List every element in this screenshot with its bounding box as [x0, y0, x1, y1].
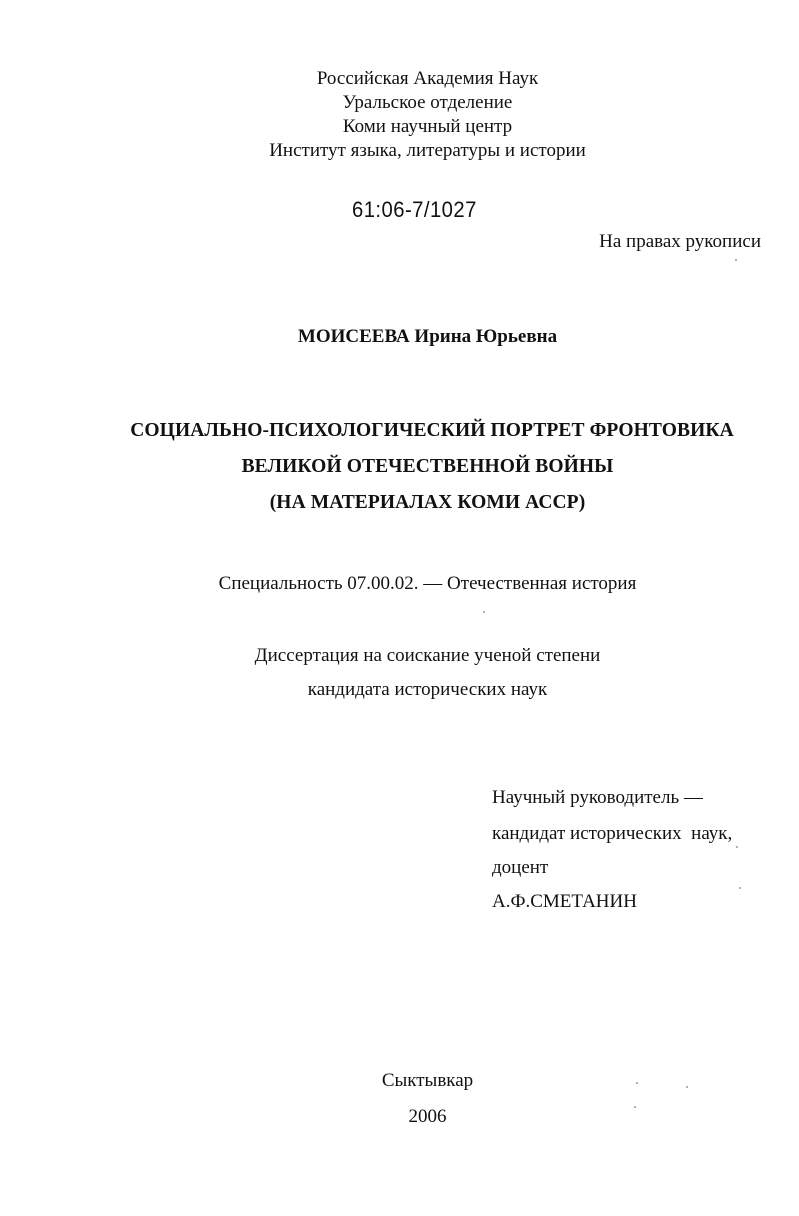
institution-line-2: Уральское отделение	[342, 92, 513, 113]
scan-speck	[739, 887, 741, 889]
thesis-title-line-2: ВЕЛИКОЙ ОТЕЧЕСТВЕННОЙ ВОЙНЫ	[241, 456, 614, 477]
institution-line-1: Российская Академия Наук	[316, 68, 539, 89]
thesis-title-line-1: СОЦИАЛЬНО-ПСИХОЛОГИЧЕСКИЙ ПОРТРЕТ ФРОНТОВИКА	[130, 420, 734, 441]
institution-line-4: Институт языка, литературы и истории	[269, 140, 586, 161]
specialty-line: Специальность 07.00.02. — Отечественная история	[218, 573, 637, 594]
scan-speck	[483, 611, 485, 613]
degree-line-1: Диссертация на соискание ученой степени	[254, 645, 601, 666]
degree-line-2: кандидата исторических наук	[307, 679, 548, 700]
scan-speck	[736, 846, 738, 848]
author-name: МОИСЕЕВА Ирина Юрьевна	[297, 326, 558, 347]
manuscript-rights-note: На правах рукописи	[599, 231, 761, 252]
thesis-title-line-3: (НА МАТЕРИАЛАХ КОМИ АССР)	[269, 492, 586, 513]
advisor-rank: доцент	[492, 857, 549, 878]
year: 2006	[408, 1106, 447, 1127]
advisor-name: А.Ф.СМЕТАНИН	[492, 891, 637, 912]
advisor-role: Научный руководитель —	[492, 787, 703, 808]
scan-speck	[735, 259, 737, 261]
scan-speck	[686, 1086, 688, 1088]
catalog-stamp-code: 61:06-7/1027	[352, 197, 477, 222]
institution-line-3: Коми научный центр	[342, 116, 513, 137]
scan-speck	[634, 1106, 636, 1108]
city: Сыктывкар	[381, 1070, 474, 1091]
advisor-degree: кандидат исторических наук,	[492, 823, 733, 844]
scan-speck	[636, 1082, 638, 1084]
